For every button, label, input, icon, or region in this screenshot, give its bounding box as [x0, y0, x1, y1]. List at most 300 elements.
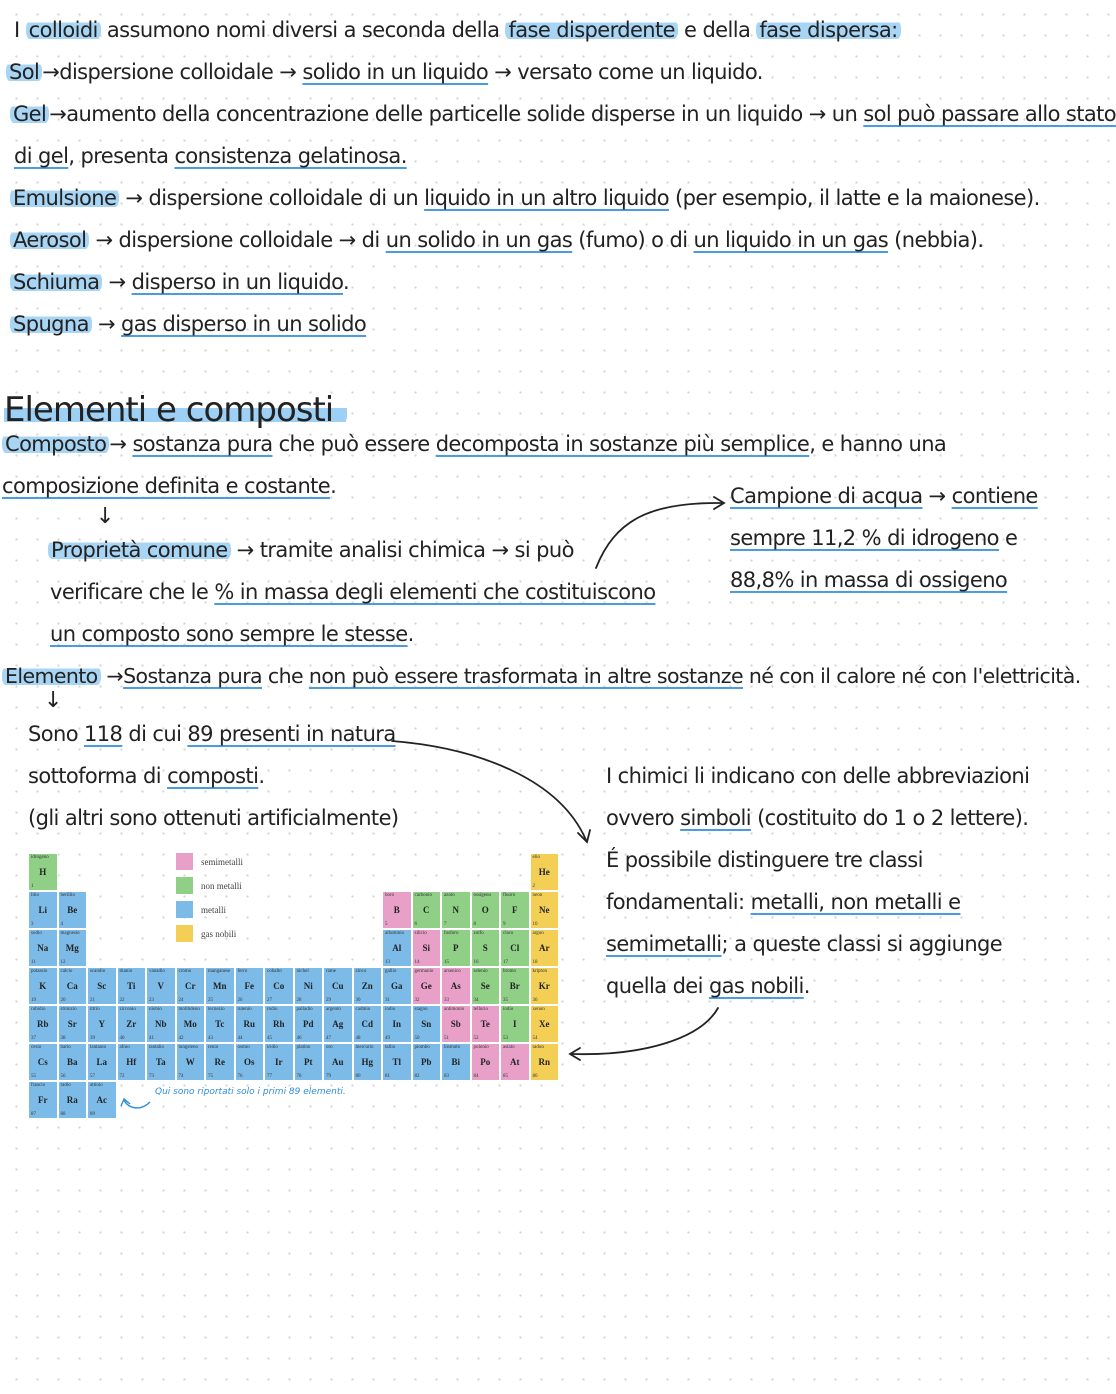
element-cell-cl: [500, 929, 530, 967]
element-symbol: Ra: [66, 1095, 78, 1105]
element-symbol: Si: [422, 943, 430, 953]
element-cell-hf: [117, 1043, 147, 1081]
element-cell-si: [412, 929, 442, 967]
element-cell-co: [264, 967, 294, 1005]
element-cell-sr: [58, 1005, 88, 1043]
element-number: 29: [326, 998, 331, 1003]
element-name: iodio: [503, 1007, 514, 1012]
arrow-natura-to-simboli: [392, 741, 586, 840]
element-number: 35: [503, 998, 508, 1003]
highlight-colloidi: colloidi: [26, 18, 101, 42]
simboli-line3: É possibile distinguere tre classi: [606, 848, 923, 872]
element-number: 3: [31, 922, 34, 927]
simboli-line6: quella dei gas nobili.: [606, 974, 810, 998]
element-name: berillio: [60, 893, 75, 898]
element-cell-bi: [441, 1043, 471, 1081]
element-name: cloro: [503, 931, 514, 936]
element-number: 88: [60, 1112, 66, 1117]
arrow-down-icon: ↓: [44, 688, 63, 713]
element-cell-ir: [264, 1043, 294, 1081]
element-cell-pt: [294, 1043, 324, 1081]
composto-def: Composto → sostanza pura che può essere decomposta in sostanze più semplice, e hanno una: [2, 430, 946, 458]
element-number: 26: [237, 998, 243, 1003]
element-symbol: Ni: [303, 981, 313, 991]
element-cell-tl: [382, 1043, 412, 1081]
element-name: astato: [503, 1045, 515, 1050]
element-cell-i: [500, 1005, 530, 1043]
colloids-intro: I colloidi assumono nomi diversi a seconda della fase disperdente e della fase dispersa:: [14, 16, 901, 44]
element-symbol: He: [538, 867, 550, 877]
element-name: molibdeno: [178, 1007, 200, 1012]
element-number: 5: [385, 922, 388, 927]
element-name: magnesio: [60, 931, 80, 936]
element-symbol: Ge: [420, 981, 432, 991]
element-number: 20: [60, 998, 66, 1003]
simboli-line2: ovvero simboli (costituito do 1 o 2 lettere).: [606, 806, 1029, 830]
element-cell-s: [471, 929, 501, 967]
element-cell-b: [382, 891, 412, 929]
term-elemento: Elemento: [2, 664, 101, 688]
element-cell-pb: [412, 1043, 442, 1081]
element-symbol: La: [96, 1057, 107, 1067]
element-symbol: Li: [38, 905, 47, 915]
element-symbol: Rb: [36, 1019, 49, 1029]
element-cell-ba: [58, 1043, 88, 1081]
element-symbol: Pd: [302, 1019, 314, 1029]
element-symbol: Hf: [126, 1057, 137, 1067]
term-sol: Sol: [6, 60, 42, 84]
element-cell-re: [205, 1043, 235, 1081]
element-number: 76: [237, 1074, 243, 1079]
element-symbol: Ti: [127, 981, 136, 991]
element-number: 4: [60, 922, 63, 927]
element-cell-po: [471, 1043, 501, 1081]
element-name: manganese: [208, 969, 231, 974]
arrow-down-icon: ↓: [96, 504, 115, 529]
element-name: scandio: [90, 969, 106, 974]
element-name: argento: [326, 1007, 341, 1012]
element-symbol: Cl: [510, 943, 520, 953]
element-cell-rh: [264, 1005, 294, 1043]
term-gel: Gel: [10, 102, 49, 126]
element-cell-se: [471, 967, 501, 1005]
element-number: 43: [208, 1036, 213, 1041]
element-number: 83: [444, 1074, 449, 1079]
element-name: zinco: [355, 969, 367, 974]
element-cell-zn: [353, 967, 383, 1005]
element-name: tellurio: [473, 1007, 488, 1012]
element-symbol: P: [453, 943, 459, 953]
element-symbol: B: [393, 905, 400, 915]
element-cell-os: [235, 1043, 265, 1081]
element-number: 73: [149, 1074, 154, 1079]
element-cell-fr: [28, 1081, 58, 1119]
periodic-table: [28, 853, 558, 1119]
element-name: vanadio: [149, 969, 165, 974]
element-name: alluminio: [385, 931, 405, 936]
element-number: 6: [414, 922, 417, 927]
element-number: 7: [444, 922, 447, 927]
element-cell-kr: [530, 967, 560, 1005]
element-number: 30: [355, 998, 361, 1003]
element-cell-mn: [205, 967, 235, 1005]
element-number: 57: [90, 1074, 95, 1079]
element-name: indio: [385, 1007, 396, 1012]
element-cell-rn: [530, 1043, 560, 1081]
element-name: tallio: [385, 1045, 396, 1050]
element-number: 10: [532, 922, 538, 927]
element-cell-sn: [412, 1005, 442, 1043]
element-symbol: Ar: [539, 943, 550, 953]
element-number: 52: [473, 1036, 479, 1041]
element-cell-in: [382, 1005, 412, 1043]
element-cell-ac: [87, 1081, 117, 1119]
element-cell-au: [323, 1043, 353, 1081]
element-symbol: O: [481, 905, 489, 915]
element-cell-be: [58, 891, 88, 929]
element-symbol: Mg: [65, 943, 79, 953]
element-symbol: As: [450, 981, 461, 991]
element-symbol: Rh: [272, 1019, 285, 1029]
element-name: xenon: [532, 1007, 545, 1012]
element-symbol: Br: [509, 981, 520, 991]
element-number: 78: [296, 1074, 302, 1079]
element-number: 11: [31, 960, 36, 965]
element-name: iridio: [267, 1045, 278, 1050]
element-number: 80: [355, 1074, 361, 1079]
element-number: 33: [444, 998, 449, 1003]
element-cell-pd: [294, 1005, 324, 1043]
element-name: fosforo: [444, 931, 459, 936]
element-number: 21: [90, 998, 95, 1003]
element-number: 9: [503, 922, 506, 927]
element-symbol: Xe: [539, 1019, 550, 1029]
element-cell-w: [176, 1043, 206, 1081]
element-cell-ta: [146, 1043, 176, 1081]
element-name: cesio: [31, 1045, 42, 1050]
elemento-sono: Sono 118 di cui 89 presenti in natura: [28, 722, 396, 746]
element-symbol: H: [39, 867, 47, 877]
element-name: argon: [532, 931, 544, 936]
element-number: 19: [31, 998, 36, 1003]
element-name: tungsteno: [178, 1045, 198, 1050]
colloid-sol: Sol →dispersione colloidale → solido in un liquido → versato come un liquido.: [6, 58, 763, 86]
element-number: 32: [414, 998, 420, 1003]
element-symbol: F: [512, 905, 518, 915]
element-symbol: Fr: [38, 1095, 48, 1105]
element-name: francio: [31, 1083, 46, 1088]
element-number: 47: [326, 1036, 331, 1041]
element-symbol: In: [392, 1019, 401, 1029]
element-name: polonio: [473, 1045, 489, 1050]
element-cell-c: [412, 891, 442, 929]
element-name: zirconio: [119, 1007, 136, 1012]
element-cell-p: [441, 929, 471, 967]
element-cell-y: [87, 1005, 117, 1043]
element-cell-ti: [117, 967, 147, 1005]
colloid-gel: Gel →aumento della concentrazione delle particelle solide disperse in un liquido → un sol può passare allo stato: [10, 100, 1116, 128]
element-cell-v: [146, 967, 176, 1005]
element-symbol: Be: [67, 905, 78, 915]
arrow-proprieta-to-campione: [596, 503, 722, 568]
element-cell-na: [28, 929, 58, 967]
element-name: rame: [326, 969, 336, 974]
element-symbol: Se: [480, 981, 490, 991]
element-cell-ca: [58, 967, 88, 1005]
element-symbol: At: [510, 1057, 520, 1067]
element-number: 23: [149, 998, 154, 1003]
element-number: 46: [296, 1036, 302, 1041]
element-number: 25: [208, 998, 213, 1003]
legend-swatch: [176, 925, 193, 942]
element-name: carbonio: [414, 893, 432, 898]
element-number: 44: [237, 1036, 243, 1041]
element-name: arsenico: [444, 969, 461, 974]
element-name: germanio: [414, 969, 434, 974]
colloid-aerosol: Aerosol → dispersione colloidale → di un solido in un gas (fumo) o di un liquido in un gas (nebbia).: [10, 226, 983, 254]
element-name: ferro: [237, 969, 248, 974]
element-symbol: Y: [98, 1019, 105, 1029]
element-number: 42: [178, 1036, 184, 1041]
element-name: stagno: [414, 1007, 428, 1012]
element-symbol: C: [423, 905, 430, 915]
element-number: 85: [503, 1074, 508, 1079]
colloid-gel-cont: di gel, presenta consistenza gelatinosa.: [14, 144, 407, 168]
element-name: nichel: [296, 969, 309, 974]
element-symbol: Mo: [183, 1019, 197, 1029]
element-symbol: Sn: [421, 1019, 432, 1029]
element-symbol: Cs: [37, 1057, 48, 1067]
term-spugna: Spugna: [10, 312, 92, 336]
element-number: 36: [532, 998, 538, 1003]
element-symbol: Fe: [244, 981, 254, 991]
element-cell-xe: [530, 1005, 560, 1043]
element-number: 50: [414, 1036, 420, 1041]
element-number: 74: [178, 1074, 184, 1079]
element-symbol: Po: [480, 1057, 491, 1067]
element-symbol: Tc: [215, 1019, 225, 1029]
element-symbol: Ac: [96, 1095, 107, 1105]
element-name: tantalio: [149, 1045, 164, 1050]
element-number: 72: [119, 1074, 125, 1079]
element-name: potassio: [31, 969, 48, 974]
element-cell-as: [441, 967, 471, 1005]
element-number: 34: [473, 998, 479, 1003]
element-symbol: Zr: [126, 1019, 137, 1029]
element-cell-sb: [441, 1005, 471, 1043]
element-number: 38: [60, 1036, 66, 1041]
element-cell-f: [500, 891, 530, 929]
element-name: fluoro: [503, 893, 516, 898]
element-number: 28: [296, 998, 302, 1003]
element-cell-hg: [353, 1043, 383, 1081]
element-symbol: Pb: [420, 1057, 432, 1067]
element-number: 48: [355, 1036, 361, 1041]
element-number: 55: [31, 1074, 36, 1079]
legend-metalli: metalli: [176, 901, 226, 918]
element-number: 1: [31, 884, 34, 889]
element-cell-ge: [412, 967, 442, 1005]
element-number: 86: [532, 1074, 538, 1079]
element-symbol: Tl: [392, 1057, 401, 1067]
element-cell-ga: [382, 967, 412, 1005]
legend-swatch: [176, 853, 193, 870]
element-cell-la: [87, 1043, 117, 1081]
element-symbol: Os: [243, 1057, 255, 1067]
element-symbol: Hg: [361, 1057, 373, 1067]
element-cell-k: [28, 967, 58, 1005]
element-name: piombo: [414, 1045, 430, 1050]
element-name: bario: [60, 1045, 71, 1050]
element-number: 37: [31, 1036, 36, 1041]
element-cell-nb: [146, 1005, 176, 1043]
element-symbol: Te: [480, 1019, 490, 1029]
element-number: 54: [532, 1036, 538, 1041]
element-symbol: Ba: [66, 1057, 78, 1067]
term-aerosol: Aerosol: [10, 228, 89, 252]
element-name: radon: [532, 1045, 544, 1050]
simboli-line5: semimetalli; a queste classi si aggiunge: [606, 932, 1003, 956]
composto-def-cont: composizione definita e costante.: [2, 474, 337, 498]
element-name: lantanio: [90, 1045, 107, 1050]
element-symbol: Cr: [185, 981, 196, 991]
element-cell-zr: [117, 1005, 147, 1043]
element-cell-at: [500, 1043, 530, 1081]
element-cell-ru: [235, 1005, 265, 1043]
element-number: 16: [473, 960, 479, 965]
element-number: 81: [385, 1074, 390, 1079]
elemento-artificiali: (gli altri sono ottenuti artificialmente): [28, 806, 399, 830]
elemento-composti: sottoforma di composti.: [28, 764, 265, 788]
element-name: gallio: [385, 969, 397, 974]
element-cell-cr: [176, 967, 206, 1005]
arrow-gasnobili-to-table: [572, 1008, 718, 1054]
element-name: zolfo: [473, 931, 484, 936]
element-symbol: V: [157, 981, 164, 991]
term-proprieta: Proprietà comune: [48, 538, 231, 562]
term-schiuma: Schiuma: [10, 270, 102, 294]
element-cell-ne: [530, 891, 560, 929]
term-emulsione: Emulsione: [10, 186, 119, 210]
section-title: Elementi e composti: [4, 390, 347, 430]
element-symbol: Ta: [155, 1057, 166, 1067]
element-symbol: Mn: [213, 981, 227, 991]
element-name: litio: [31, 893, 40, 898]
campione-line3: 88,8% in massa di ossigeno: [730, 568, 1008, 592]
campione-line2: sempre 11,2 % di idrogeno e: [730, 526, 1018, 550]
element-number: 89: [90, 1112, 95, 1117]
legend-gasnobili: gas nobili: [176, 925, 236, 942]
element-number: 40: [119, 1036, 125, 1041]
simboli-line1: I chimici li indicano con delle abbreviazioni: [606, 764, 1030, 788]
element-number: 41: [149, 1036, 154, 1041]
element-name: neon: [532, 893, 543, 898]
element-cell-ar: [530, 929, 560, 967]
element-cell-cu: [323, 967, 353, 1005]
element-number: 14: [414, 960, 420, 965]
element-symbol: Ir: [275, 1057, 283, 1067]
element-symbol: I: [512, 1019, 517, 1029]
element-symbol: Bi: [451, 1057, 460, 1067]
element-name: renio: [208, 1045, 219, 1050]
element-name: cobalto: [267, 969, 282, 974]
element-symbol: Rn: [538, 1057, 550, 1067]
element-number: 77: [267, 1074, 272, 1079]
element-number: 12: [60, 960, 66, 965]
element-symbol: Ne: [539, 905, 550, 915]
element-cell-tc: [205, 1005, 235, 1043]
element-number: 31: [385, 998, 390, 1003]
element-cell-mo: [176, 1005, 206, 1043]
element-cell-ni: [294, 967, 324, 1005]
legend-semimetalli: semimetalli: [176, 853, 243, 870]
element-number: 79: [326, 1074, 331, 1079]
element-symbol: Re: [214, 1057, 225, 1067]
element-symbol: Nb: [154, 1019, 167, 1029]
proprieta-line3: un composto sono sempre le stesse.: [50, 622, 414, 646]
legend-swatch: [176, 901, 193, 918]
element-name: cromo: [178, 969, 192, 974]
element-symbol: Co: [273, 981, 285, 991]
legend-swatch: [176, 877, 193, 894]
element-name: silicio: [414, 931, 427, 936]
element-cell-al: [382, 929, 412, 967]
element-name: ittrio: [90, 1007, 100, 1012]
element-name: bromo: [503, 969, 517, 974]
element-number: 18: [532, 960, 538, 965]
element-symbol: Zn: [361, 981, 373, 991]
element-name: palladio: [296, 1007, 313, 1012]
element-name: idrogeno: [31, 855, 49, 860]
element-symbol: K: [39, 981, 47, 991]
element-symbol: Sc: [97, 981, 107, 991]
element-name: stronzio: [60, 1007, 77, 1012]
element-symbol: Au: [331, 1057, 344, 1067]
element-name: niobio: [149, 1007, 162, 1012]
element-name: ossigeno: [473, 893, 491, 898]
element-symbol: W: [185, 1057, 195, 1067]
element-cell-mg: [58, 929, 88, 967]
simboli-line4: fondamentali: metalli, non metalli e: [606, 890, 961, 914]
element-cell-cs: [28, 1043, 58, 1081]
element-cell-h: [28, 853, 58, 891]
element-symbol: S: [482, 943, 488, 953]
element-name: sodio: [31, 931, 42, 936]
element-cell-o: [471, 891, 501, 929]
proprieta-line2: verificare che le % in massa degli elementi che costituiscono: [50, 580, 656, 604]
element-name: selenio: [473, 969, 488, 974]
element-cell-he: [530, 853, 560, 891]
element-number: 45: [267, 1036, 272, 1041]
element-symbol: Cd: [361, 1019, 373, 1029]
colloid-schiuma: Schiuma → disperso in un liquido.: [10, 268, 349, 296]
element-number: 51: [444, 1036, 449, 1041]
legend-nonmetalli: non metalli: [176, 877, 242, 894]
element-name: rutenio: [237, 1007, 252, 1012]
element-cell-n: [441, 891, 471, 929]
element-symbol: Kr: [538, 981, 550, 991]
element-name: azoto: [444, 893, 455, 898]
element-name: rubidio: [31, 1007, 46, 1012]
element-number: 22: [119, 998, 125, 1003]
element-name: cadmio: [355, 1007, 371, 1012]
element-symbol: Ag: [332, 1019, 344, 1029]
colloid-spugna: Spugna → gas disperso in un solido: [10, 310, 366, 338]
element-number: 13: [385, 960, 390, 965]
element-number: 56: [60, 1074, 66, 1079]
element-cell-fe: [235, 967, 265, 1005]
campione-line1: Campione di acqua → contiene: [730, 484, 1038, 508]
